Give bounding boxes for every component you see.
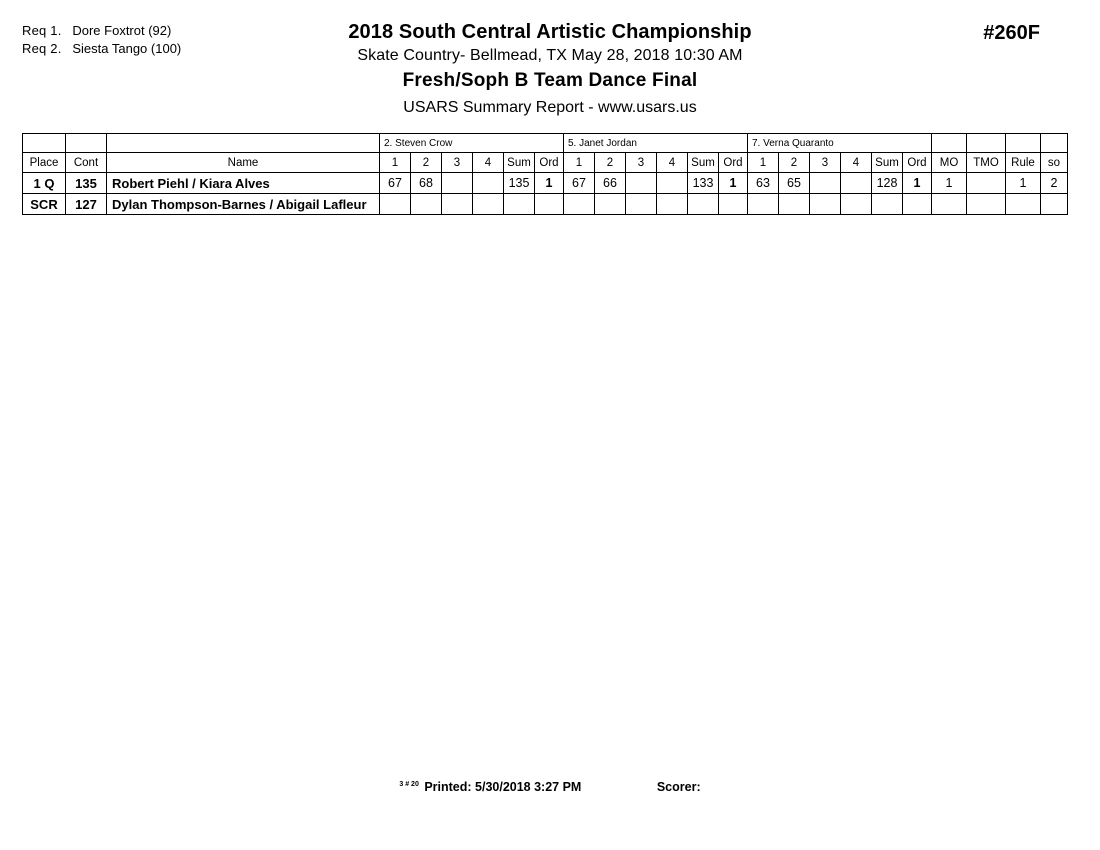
header-j2-ord: Ord: [719, 153, 748, 173]
event-title: Fresh/Soph B Team Dance Final: [402, 70, 698, 92]
championship-title: 2018 South Central Artistic Championship: [348, 21, 752, 43]
header-j3-score-3: 3: [810, 153, 841, 173]
cell-j2-score-4: [657, 194, 688, 215]
cell-j2-score-3: [626, 194, 657, 215]
header-j1-score-3: 3: [442, 153, 473, 173]
requirement-2-value: Siesta Tango (100): [72, 40, 182, 56]
judge-banner-spacer: [23, 134, 66, 153]
judge-2-label: 5. Janet Jordan: [564, 134, 748, 153]
cell-j1-score-1: [380, 194, 411, 215]
cell-j2-ord: [719, 194, 748, 215]
cell-rule: [1006, 194, 1041, 215]
cell-j3-score-4: [841, 194, 872, 215]
cell-j1-ord: 1: [535, 173, 564, 194]
cell-j3-score-1: [748, 194, 779, 215]
cell-mo: [932, 194, 967, 215]
results-table: [22, 133, 1068, 215]
judge-banner-spacer: [107, 134, 380, 153]
cell-j2-sum: 133: [688, 173, 719, 194]
event-number: #260F: [983, 22, 1040, 44]
judge-1-label: 2. Steven Crow: [380, 134, 564, 153]
cell-j3-score-3: [810, 194, 841, 215]
cell-j1-sum: 135: [504, 173, 535, 194]
header-j1-score-2: 2: [411, 153, 442, 173]
cell-j1-score-4: [473, 173, 504, 194]
judge-banner-spacer: [66, 134, 107, 153]
header-rule: Rule: [1006, 153, 1041, 173]
cell-name: Robert Piehl / Kiara Alves: [107, 173, 380, 194]
header-name: Name: [107, 153, 380, 173]
cell-j3-score-4: [841, 173, 872, 194]
report-subtitle: USARS Summary Report - www.usars.us: [403, 98, 697, 116]
header-j1-ord: Ord: [535, 153, 564, 173]
cell-j2-score-2: [595, 194, 626, 215]
header-j2-score-4: 4: [657, 153, 688, 173]
judge-banner-spacer: [932, 134, 967, 153]
cell-j1-score-3: [442, 173, 473, 194]
table-row: [23, 194, 1068, 215]
cell-mo: 1: [932, 173, 967, 194]
requirement-1-label: Req 1.: [22, 23, 62, 38]
cell-j1-sum: [504, 194, 535, 215]
cell-j2-ord: 1: [719, 173, 748, 194]
requirement-1-value: Dore Foxtrot (92): [72, 23, 172, 38]
cell-place: SCR: [23, 194, 66, 215]
header-tmo: TMO: [967, 153, 1006, 173]
cell-j1-score-2: [411, 194, 442, 215]
header-j3-sum: Sum: [872, 153, 903, 173]
header-place: Place: [23, 153, 66, 173]
report-footer: [0, 780, 1100, 794]
requirement-2-label: Req 2.: [22, 40, 62, 56]
cell-j3-ord: [903, 194, 932, 215]
header-j3-ord: Ord: [903, 153, 932, 173]
header-cont: Cont: [66, 153, 107, 173]
header-mo: MO: [932, 153, 967, 173]
judge-banner-row: [23, 134, 1068, 153]
cell-j3-sum: [872, 194, 903, 215]
cell-j1-score-2: 68: [411, 173, 442, 194]
header-j1-score-1: 1: [380, 153, 411, 173]
cell-j3-sum: 128: [872, 173, 903, 194]
cell-j3-score-3: [810, 173, 841, 194]
cell-j2-score-1: [564, 194, 595, 215]
header-j1-sum: Sum: [504, 153, 535, 173]
cell-cont: 127: [66, 194, 107, 215]
header-j2-score-3: 3: [626, 153, 657, 173]
table-row: [23, 173, 1068, 194]
cell-j1-score-3: [442, 194, 473, 215]
cell-j1-score-1: 67: [380, 173, 411, 194]
cell-tmo: [967, 173, 1006, 194]
report-heading: [0, 20, 1100, 119]
venue-datetime: Skate Country- Bellmead, TX May 28, 2018 10:30 AM: [357, 47, 743, 64]
cell-so: [1041, 194, 1068, 215]
cell-j3-score-2: 65: [779, 173, 810, 194]
judge-banner-spacer: [1041, 134, 1068, 153]
cell-j1-ord: [535, 194, 564, 215]
scorer-label: Scorer:: [656, 780, 701, 794]
cell-j3-score-1: 63: [748, 173, 779, 194]
column-header-row: [23, 153, 1068, 173]
header-j3-score-1: 1: [748, 153, 779, 173]
cell-j2-score-4: [657, 173, 688, 194]
header-j2-sum: Sum: [688, 153, 719, 173]
cell-cont: 135: [66, 173, 107, 194]
header-j1-score-4: 4: [473, 153, 504, 173]
cell-tmo: [967, 194, 1006, 215]
cell-j2-score-1: 67: [564, 173, 595, 194]
printed-timestamp: Printed: 5/30/2018 3:27 PM: [424, 780, 582, 794]
judge-banner-spacer: [1006, 134, 1041, 153]
header-so: so: [1041, 153, 1068, 173]
cell-name: Dylan Thompson-Barnes / Abigail Lafleur: [107, 194, 380, 215]
cell-place: 1 Q: [23, 173, 66, 194]
cell-j2-sum: [688, 194, 719, 215]
cell-j2-score-2: 66: [595, 173, 626, 194]
results-table-wrapper: [22, 133, 1068, 215]
judge-banner-spacer: [967, 134, 1006, 153]
header-j3-score-2: 2: [779, 153, 810, 173]
cell-so: 2: [1041, 173, 1068, 194]
header-j3-score-4: 4: [841, 153, 872, 173]
cell-j3-score-2: [779, 194, 810, 215]
judge-3-label: 7. Verna Quaranto: [748, 134, 932, 153]
cell-j3-ord: 1: [903, 173, 932, 194]
cell-j1-score-4: [473, 194, 504, 215]
cell-j2-score-3: [626, 173, 657, 194]
header-j2-score-2: 2: [595, 153, 626, 173]
print-stamp-code: 3 # 20: [399, 780, 419, 788]
cell-rule: 1: [1006, 173, 1041, 194]
header-j2-score-1: 1: [564, 153, 595, 173]
